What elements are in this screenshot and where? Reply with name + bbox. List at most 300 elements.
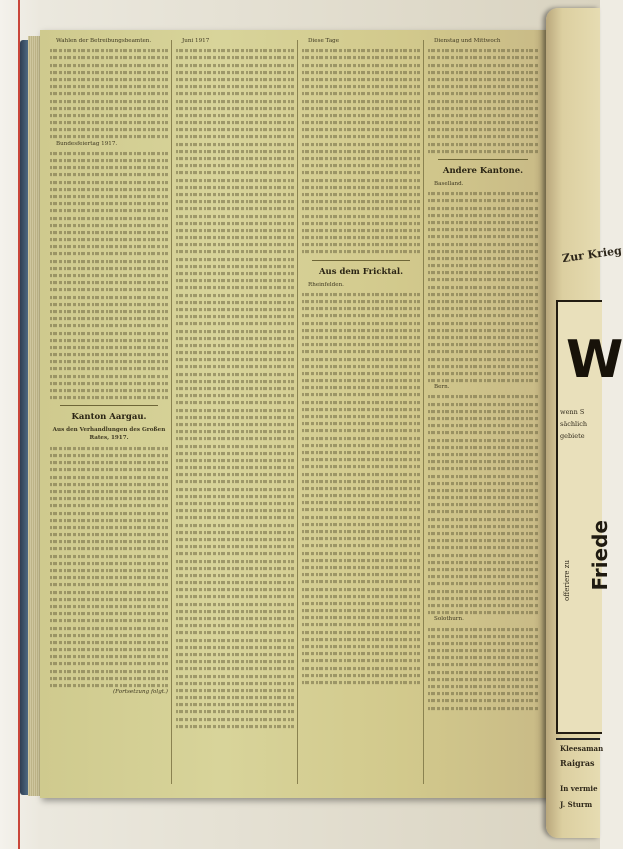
- text-line: [428, 286, 538, 289]
- text-line: [428, 561, 538, 564]
- text-line: [428, 489, 538, 492]
- text-line: [176, 495, 294, 498]
- text-line: [428, 482, 538, 485]
- text-line: [428, 365, 538, 368]
- text-line: [176, 696, 294, 699]
- text-line: [428, 358, 538, 361]
- text-line: [302, 465, 420, 468]
- text-line: [428, 135, 538, 138]
- text-line: [428, 221, 538, 224]
- text-line: [176, 567, 294, 570]
- text-line: [428, 143, 538, 146]
- text-line: [50, 114, 168, 117]
- text-line: [302, 652, 420, 655]
- text-line: [176, 121, 294, 124]
- c4-line: Dienstag und Mittwoch: [434, 38, 501, 44]
- text-line: [50, 562, 168, 565]
- text-line: [302, 222, 420, 225]
- text-line: [428, 257, 538, 260]
- text-line: [176, 509, 294, 512]
- text-line: [428, 417, 538, 420]
- text-line: [50, 612, 168, 615]
- text-line: [50, 461, 168, 464]
- text-line: [428, 336, 538, 339]
- text-line: [428, 379, 538, 382]
- text-line: [302, 85, 420, 88]
- text-line: [428, 372, 538, 375]
- text-line: [302, 508, 420, 511]
- text-line: [302, 200, 420, 203]
- text-line: [176, 639, 294, 642]
- text-line: [302, 544, 420, 547]
- text-line: [428, 264, 538, 267]
- text-line: [176, 653, 294, 656]
- text-line: [176, 631, 294, 634]
- section-subtitle: Aus den Verhandlungen des Großen Rates, 1917.: [52, 427, 166, 441]
- text-line: [50, 166, 168, 169]
- text-line: [302, 595, 420, 598]
- text-line: [176, 135, 294, 138]
- text-line: [176, 444, 294, 447]
- text-line: [428, 678, 538, 681]
- ad-text-line: wenn S: [560, 408, 585, 416]
- text-line: [302, 293, 420, 296]
- text-line: [302, 480, 420, 483]
- text-line: [428, 322, 538, 325]
- text-line: [302, 193, 420, 196]
- text-line: [176, 617, 294, 620]
- text-line: [302, 64, 420, 67]
- column-rule: [171, 40, 172, 784]
- c1-line: Wahlen der Betreibungsbeamten.: [56, 38, 152, 44]
- text-line: [176, 92, 294, 95]
- text-line: [428, 453, 538, 456]
- text-line: [176, 322, 294, 325]
- text-line: [302, 236, 420, 239]
- text-line: [428, 692, 538, 695]
- text-line: [50, 662, 168, 665]
- text-line: [428, 685, 538, 688]
- section-divider: [312, 260, 410, 261]
- text-line: [176, 207, 294, 210]
- text-line: [50, 64, 168, 67]
- text-line: [176, 236, 294, 239]
- text-line: [428, 150, 538, 153]
- text-line: [50, 324, 168, 327]
- text-line: [428, 300, 538, 303]
- text-line: [176, 315, 294, 318]
- c4-bottom-line: Solothurn.: [434, 616, 464, 623]
- text-line: [50, 519, 168, 522]
- text-line: [176, 646, 294, 649]
- text-line: [176, 171, 294, 174]
- text-line: [302, 99, 420, 102]
- continuation-note: (Fortsetzung folgt.): [112, 689, 168, 696]
- c3-mid-line: Rheinfelden.: [308, 281, 344, 288]
- text-line: [50, 152, 168, 155]
- text-line: [176, 545, 294, 548]
- text-line: [176, 703, 294, 706]
- text-line: [302, 473, 420, 476]
- text-line: [302, 573, 420, 576]
- text-line: [50, 526, 168, 529]
- text-line: [176, 186, 294, 189]
- text-line: [176, 272, 294, 275]
- text-line: [176, 552, 294, 555]
- text-line: [302, 616, 420, 619]
- column-1: [50, 38, 168, 788]
- text-line: [50, 382, 168, 385]
- text-line: [176, 365, 294, 368]
- text-line: [50, 245, 168, 248]
- section-title-andere-kantone: Andere Kantone.: [442, 166, 524, 177]
- text-line: [50, 78, 168, 81]
- text-line: [428, 403, 538, 406]
- text-line: [50, 619, 168, 622]
- text-line: [302, 307, 420, 310]
- text-line: [302, 164, 420, 167]
- text-line: [50, 497, 168, 500]
- c3-line: Diese Tage: [308, 38, 340, 44]
- text-line: [428, 582, 538, 585]
- text-line: [50, 670, 168, 673]
- text-line: [176, 107, 294, 110]
- text-line: [176, 409, 294, 412]
- text-line: [302, 300, 420, 303]
- text-line: [176, 301, 294, 304]
- text-line: [428, 635, 538, 638]
- text-line: [50, 447, 168, 450]
- text-line: [302, 580, 420, 583]
- text-line: [176, 488, 294, 491]
- text-line: [50, 135, 168, 138]
- text-line: [50, 396, 168, 399]
- text-line: [428, 568, 538, 571]
- newspaper-page: [40, 30, 560, 798]
- text-line: [176, 229, 294, 232]
- text-line: [50, 367, 168, 370]
- text-line: [302, 114, 420, 117]
- text-line: [428, 107, 538, 110]
- text-line: [428, 314, 538, 317]
- text-line: [302, 365, 420, 368]
- text-line: [428, 395, 538, 398]
- text-line: [176, 150, 294, 153]
- text-line: [302, 645, 420, 648]
- text-line: [428, 627, 538, 630]
- text-line: [176, 725, 294, 728]
- text-line: [176, 351, 294, 354]
- text-line: [50, 231, 168, 234]
- text-line: [50, 332, 168, 335]
- text-line: [50, 476, 168, 479]
- text-line: [302, 566, 420, 569]
- text-line: [428, 525, 538, 528]
- text-line: [428, 642, 538, 645]
- text-line: [50, 490, 168, 493]
- text-line: [302, 386, 420, 389]
- text-line: [428, 56, 538, 59]
- text-line: [176, 610, 294, 613]
- ad-footer-line: Kleesaman: [560, 744, 604, 753]
- text-line: [50, 389, 168, 392]
- text-line: [50, 195, 168, 198]
- text-line: [50, 173, 168, 176]
- text-line: [302, 659, 420, 662]
- ad-initial-letter: W: [566, 330, 623, 390]
- text-line: [302, 537, 420, 540]
- text-line: [302, 143, 420, 146]
- text-line: [302, 207, 420, 210]
- column-4: [428, 38, 538, 788]
- c2-line: Juni 1917: [182, 38, 210, 44]
- text-line: [176, 437, 294, 440]
- text-line: [50, 504, 168, 507]
- text-line: [176, 459, 294, 462]
- text-line: [302, 487, 420, 490]
- text-line: [302, 422, 420, 425]
- text-line: [50, 555, 168, 558]
- text-line: [302, 415, 420, 418]
- text-line: [50, 121, 168, 124]
- text-line: [302, 559, 420, 562]
- text-line: [302, 186, 420, 189]
- text-line: [428, 329, 538, 332]
- text-line: [302, 49, 420, 52]
- text-line: [50, 353, 168, 356]
- text-line: [428, 424, 538, 427]
- text-line: [176, 387, 294, 390]
- text-line: [50, 99, 168, 102]
- text-line: [50, 252, 168, 255]
- ad-footer-line: In vermie: [560, 784, 598, 793]
- text-line: [302, 552, 420, 555]
- text-line: [302, 372, 420, 375]
- text-line: [302, 408, 420, 411]
- text-line: [50, 677, 168, 680]
- text-line: [428, 590, 538, 593]
- text-line: [302, 429, 420, 432]
- text-line: [428, 539, 538, 542]
- text-line: [176, 179, 294, 182]
- text-line: [176, 667, 294, 670]
- text-line: [428, 350, 538, 353]
- text-line: [428, 78, 538, 81]
- text-line: [302, 358, 420, 361]
- text-line: [428, 99, 538, 102]
- text-line: [428, 518, 538, 521]
- text-line: [176, 99, 294, 102]
- text-line: [428, 460, 538, 463]
- adjacent-page-header: Zur Krieg: [561, 243, 623, 266]
- text-line: [428, 475, 538, 478]
- text-line: [50, 655, 168, 658]
- text-line: [428, 604, 538, 607]
- text-line: [176, 164, 294, 167]
- text-line: [302, 401, 420, 404]
- ad-footer-line: Raigras: [560, 758, 595, 768]
- text-line: [428, 439, 538, 442]
- text-line: [50, 209, 168, 212]
- text-line: [302, 214, 420, 217]
- ad-text-line: gebiete: [560, 432, 585, 440]
- text-line: [50, 483, 168, 486]
- text-line: [302, 343, 420, 346]
- text-line: [50, 598, 168, 601]
- text-line: [302, 623, 420, 626]
- text-line: [428, 597, 538, 600]
- text-line: [176, 308, 294, 311]
- text-line: [50, 375, 168, 378]
- text-line: [50, 71, 168, 74]
- text-line: [302, 350, 420, 353]
- text-line: [428, 671, 538, 674]
- text-line: [50, 547, 168, 550]
- text-line: [50, 533, 168, 536]
- text-line: [176, 64, 294, 67]
- text-line: [428, 64, 538, 67]
- text-line: [302, 444, 420, 447]
- text-line: [50, 202, 168, 205]
- text-line: [176, 660, 294, 663]
- text-line: [50, 281, 168, 284]
- text-line: [176, 502, 294, 505]
- text-line: [428, 214, 538, 217]
- text-line: [176, 193, 294, 196]
- text-line: [50, 49, 168, 52]
- c4-first-entry: Baselland.: [434, 181, 464, 188]
- text-line: [302, 631, 420, 634]
- text-line: [428, 243, 538, 246]
- text-line: [50, 569, 168, 572]
- text-line: [176, 373, 294, 376]
- text-line: [176, 689, 294, 692]
- text-line: [50, 540, 168, 543]
- text-line: [302, 329, 420, 332]
- text-line: [302, 336, 420, 339]
- text-line: [428, 228, 538, 231]
- text-line: [302, 638, 420, 641]
- text-line: [50, 511, 168, 514]
- text-line: [176, 473, 294, 476]
- c4-mid-line: Bern.: [434, 384, 450, 391]
- text-line: [176, 337, 294, 340]
- text-line: [428, 699, 538, 702]
- ad-footer-line: J. Sturm: [560, 800, 593, 809]
- text-line: [50, 684, 168, 687]
- text-line: [176, 279, 294, 282]
- text-line: [428, 707, 538, 710]
- text-line: [302, 681, 420, 684]
- text-line: [428, 250, 538, 253]
- text-line: [176, 56, 294, 59]
- text-line: [302, 588, 420, 591]
- text-line: [428, 85, 538, 88]
- text-line: [428, 467, 538, 470]
- text-line: [50, 648, 168, 651]
- text-line: [428, 663, 538, 666]
- text-line: [302, 451, 420, 454]
- column-rule: [297, 40, 298, 784]
- text-line: [428, 192, 538, 195]
- text-line: [428, 128, 538, 131]
- text-line: [176, 603, 294, 606]
- text-line: [428, 207, 538, 210]
- text-line: [176, 595, 294, 598]
- text-line: [176, 416, 294, 419]
- text-line: [50, 583, 168, 586]
- text-line: [50, 128, 168, 131]
- text-line: [176, 250, 294, 253]
- text-line: [176, 85, 294, 88]
- text-line: [176, 559, 294, 562]
- text-line: [50, 267, 168, 270]
- text-line: [50, 576, 168, 579]
- section-title-kanton-aargau: Kanton Aargau.: [71, 412, 147, 423]
- column-2: [176, 38, 294, 788]
- text-line: [428, 546, 538, 549]
- text-line: [302, 523, 420, 526]
- text-line: [50, 188, 168, 191]
- text-line: [302, 157, 420, 160]
- text-line: [302, 501, 420, 504]
- text-line: [302, 171, 420, 174]
- text-line: [50, 360, 168, 363]
- text-line: [428, 293, 538, 296]
- text-line: [176, 718, 294, 721]
- text-line: [176, 452, 294, 455]
- text-line: [428, 649, 538, 652]
- text-line: [176, 466, 294, 469]
- text-line: [50, 181, 168, 184]
- text-line: [50, 303, 168, 306]
- text-line: [428, 431, 538, 434]
- text-line: [50, 626, 168, 629]
- text-line: [428, 410, 538, 413]
- text-line: [50, 274, 168, 277]
- text-line: [176, 200, 294, 203]
- text-line: [302, 56, 420, 59]
- text-line: [302, 667, 420, 670]
- text-line: [176, 624, 294, 627]
- section-divider: [60, 405, 158, 406]
- text-line: [176, 581, 294, 584]
- text-line: [428, 496, 538, 499]
- text-line: [428, 271, 538, 274]
- text-line: [428, 71, 538, 74]
- text-line: [176, 286, 294, 289]
- text-line: [302, 107, 420, 110]
- text-line: [428, 611, 538, 614]
- text-line: [302, 379, 420, 382]
- text-line: [176, 294, 294, 297]
- text-line: [428, 121, 538, 124]
- text-line: [302, 314, 420, 317]
- text-line: [50, 224, 168, 227]
- text-line: [50, 454, 168, 457]
- text-line: [428, 235, 538, 238]
- text-line: [176, 49, 294, 52]
- text-line: [428, 49, 538, 52]
- text-line: [428, 278, 538, 281]
- text-line: [302, 250, 420, 253]
- text-line: [176, 143, 294, 146]
- text-line: [50, 310, 168, 313]
- text-line: [428, 92, 538, 95]
- text-line: [50, 159, 168, 162]
- text-line: [50, 317, 168, 320]
- text-line: [50, 107, 168, 110]
